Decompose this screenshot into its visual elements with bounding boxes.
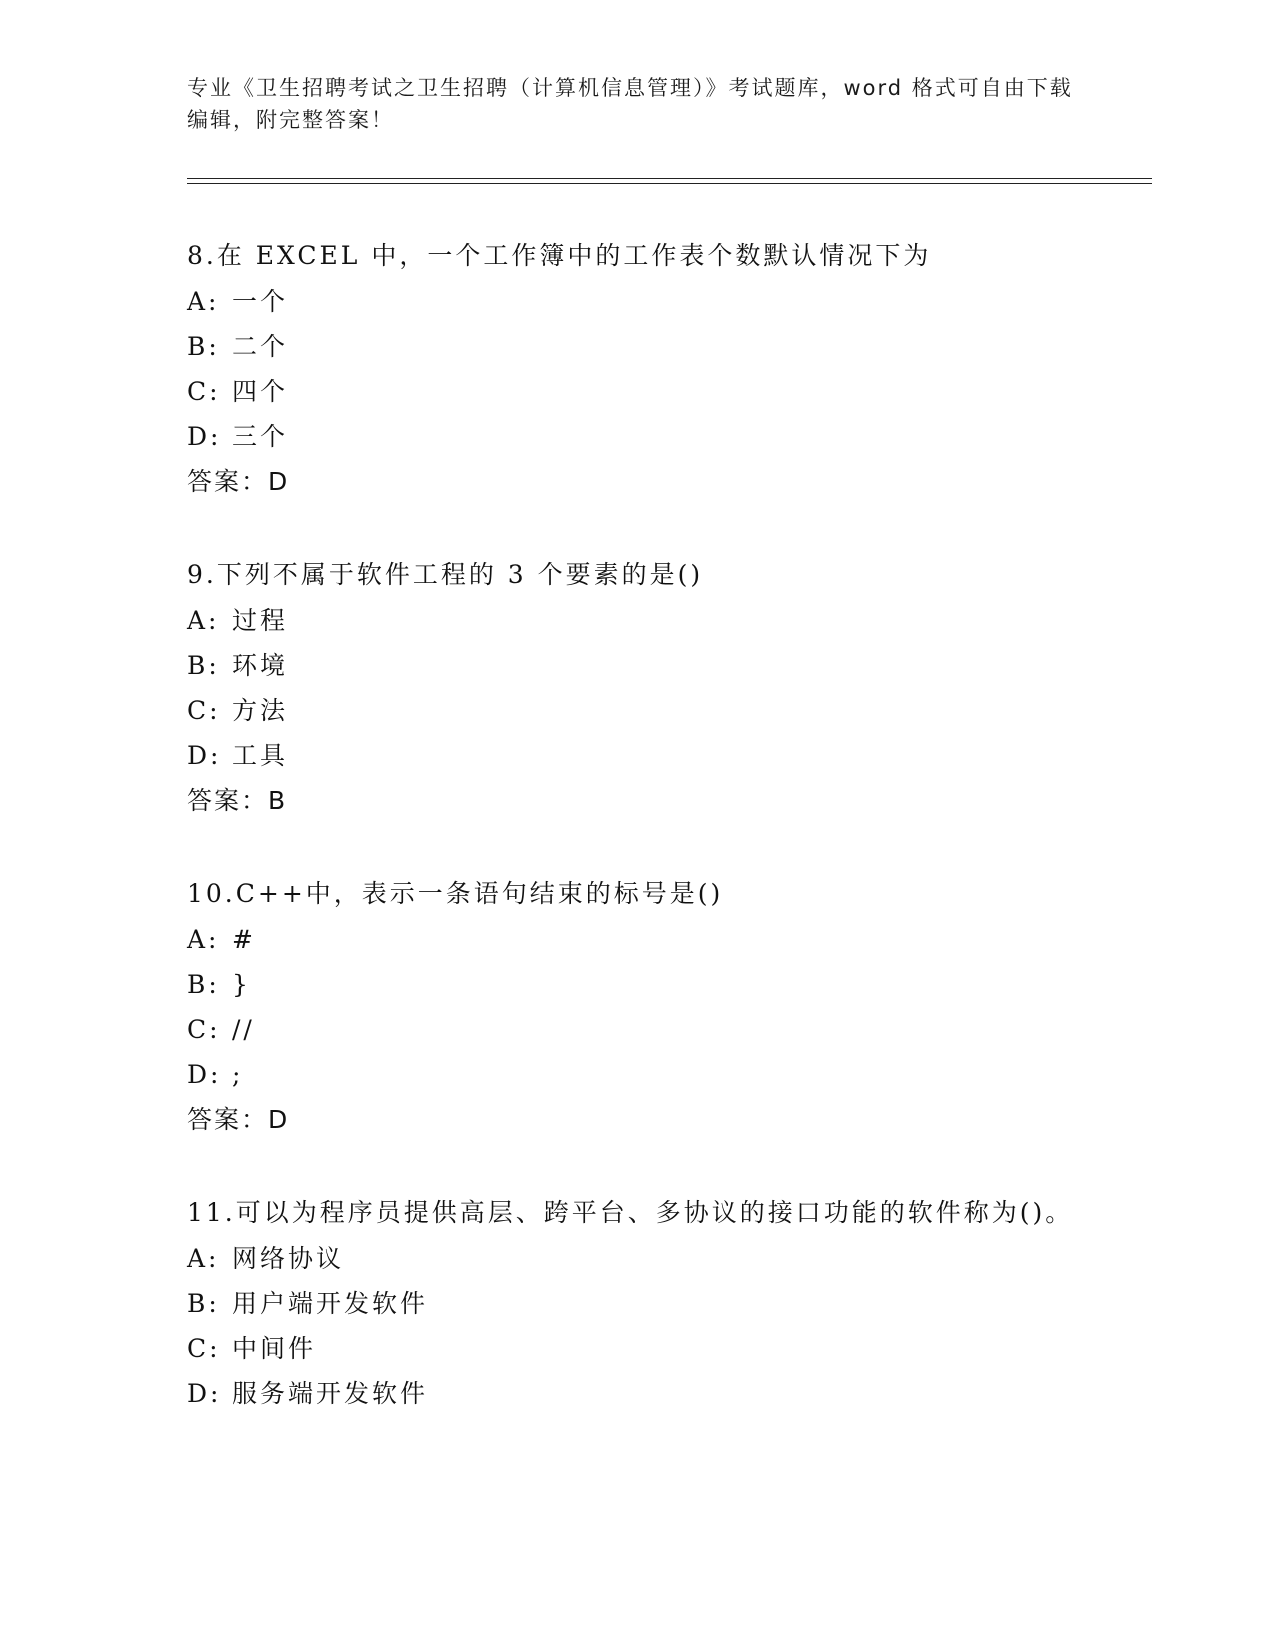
- question-9: [187, 555, 1087, 821]
- header-divider-bottom: [187, 183, 1152, 184]
- option-text: 二个: [232, 332, 289, 361]
- question-stem: 11.可以为程序员提供高层、跨平台、多协议的接口功能的软件称为()。: [187, 1198, 1074, 1227]
- option-key: C:: [187, 377, 221, 406]
- option-text: 过程: [232, 606, 289, 635]
- option-text: 网络协议: [232, 1244, 345, 1273]
- option-d: [187, 417, 1087, 462]
- option-text: 三个: [232, 422, 289, 451]
- option-d: [187, 1055, 1087, 1100]
- option-d: [187, 736, 1087, 781]
- option-key: C:: [187, 1015, 221, 1044]
- option-text: 一个: [232, 287, 289, 316]
- option-text: 用户端开发软件: [232, 1289, 429, 1318]
- option-key: A:: [187, 1244, 220, 1273]
- option-key: B:: [187, 1289, 220, 1318]
- document-header: 专业《卫生招聘考试之卫生招聘（计算机信息管理）》考试题库，word 格式可自由下载编辑，附完整答案！: [187, 76, 1073, 132]
- question-stem: 10.C++中，表示一条语句结束的标号是(): [187, 879, 724, 908]
- answer-line: 答案：B: [187, 786, 288, 815]
- option-key: A:: [187, 925, 220, 954]
- answer-line: 答案：D: [187, 1105, 290, 1134]
- option-key: C:: [187, 696, 221, 725]
- option-text: 服务端开发软件: [232, 1379, 429, 1408]
- option-text: 方法: [232, 696, 289, 725]
- option-d: [187, 1374, 1087, 1419]
- option-key: B:: [187, 651, 220, 680]
- option-a: [187, 601, 1087, 646]
- question-10: [187, 874, 1087, 1140]
- option-key: D:: [187, 741, 222, 770]
- option-text: 四个: [232, 377, 289, 406]
- option-key: D:: [187, 1379, 222, 1408]
- question-stem: 9.下列不属于软件工程的 3 个要素的是(): [187, 560, 704, 589]
- option-key: C:: [187, 1334, 221, 1363]
- question-8: [187, 236, 1087, 502]
- option-c: [187, 1329, 1087, 1374]
- option-a: [187, 1239, 1087, 1284]
- option-b: [187, 327, 1087, 372]
- option-key: A:: [187, 606, 220, 635]
- option-text: 中间件: [232, 1334, 317, 1363]
- option-key: B:: [187, 970, 220, 999]
- option-b: [187, 646, 1087, 691]
- option-key: D:: [187, 422, 222, 451]
- option-text: ;: [232, 1060, 244, 1089]
- option-c: [187, 372, 1087, 417]
- header-divider-top: [187, 178, 1152, 179]
- option-text: #: [232, 925, 256, 954]
- answer-line: 答案：D: [187, 467, 290, 496]
- option-key: A:: [187, 287, 220, 316]
- option-b: [187, 965, 1087, 1010]
- option-a: [187, 920, 1087, 965]
- question-11: [187, 1193, 1087, 1419]
- option-b: [187, 1284, 1087, 1329]
- option-text: //: [232, 1015, 255, 1044]
- option-text: 环境: [232, 651, 289, 680]
- option-key: B:: [187, 332, 220, 361]
- option-text: 工具: [232, 741, 289, 770]
- option-c: [187, 691, 1087, 736]
- option-text: }: [232, 970, 251, 999]
- option-c: [187, 1010, 1087, 1055]
- option-a: [187, 282, 1087, 327]
- question-stem: 8.在 EXCEL 中，一个工作簿中的工作表个数默认情况下为: [187, 241, 932, 270]
- option-key: D:: [187, 1060, 222, 1089]
